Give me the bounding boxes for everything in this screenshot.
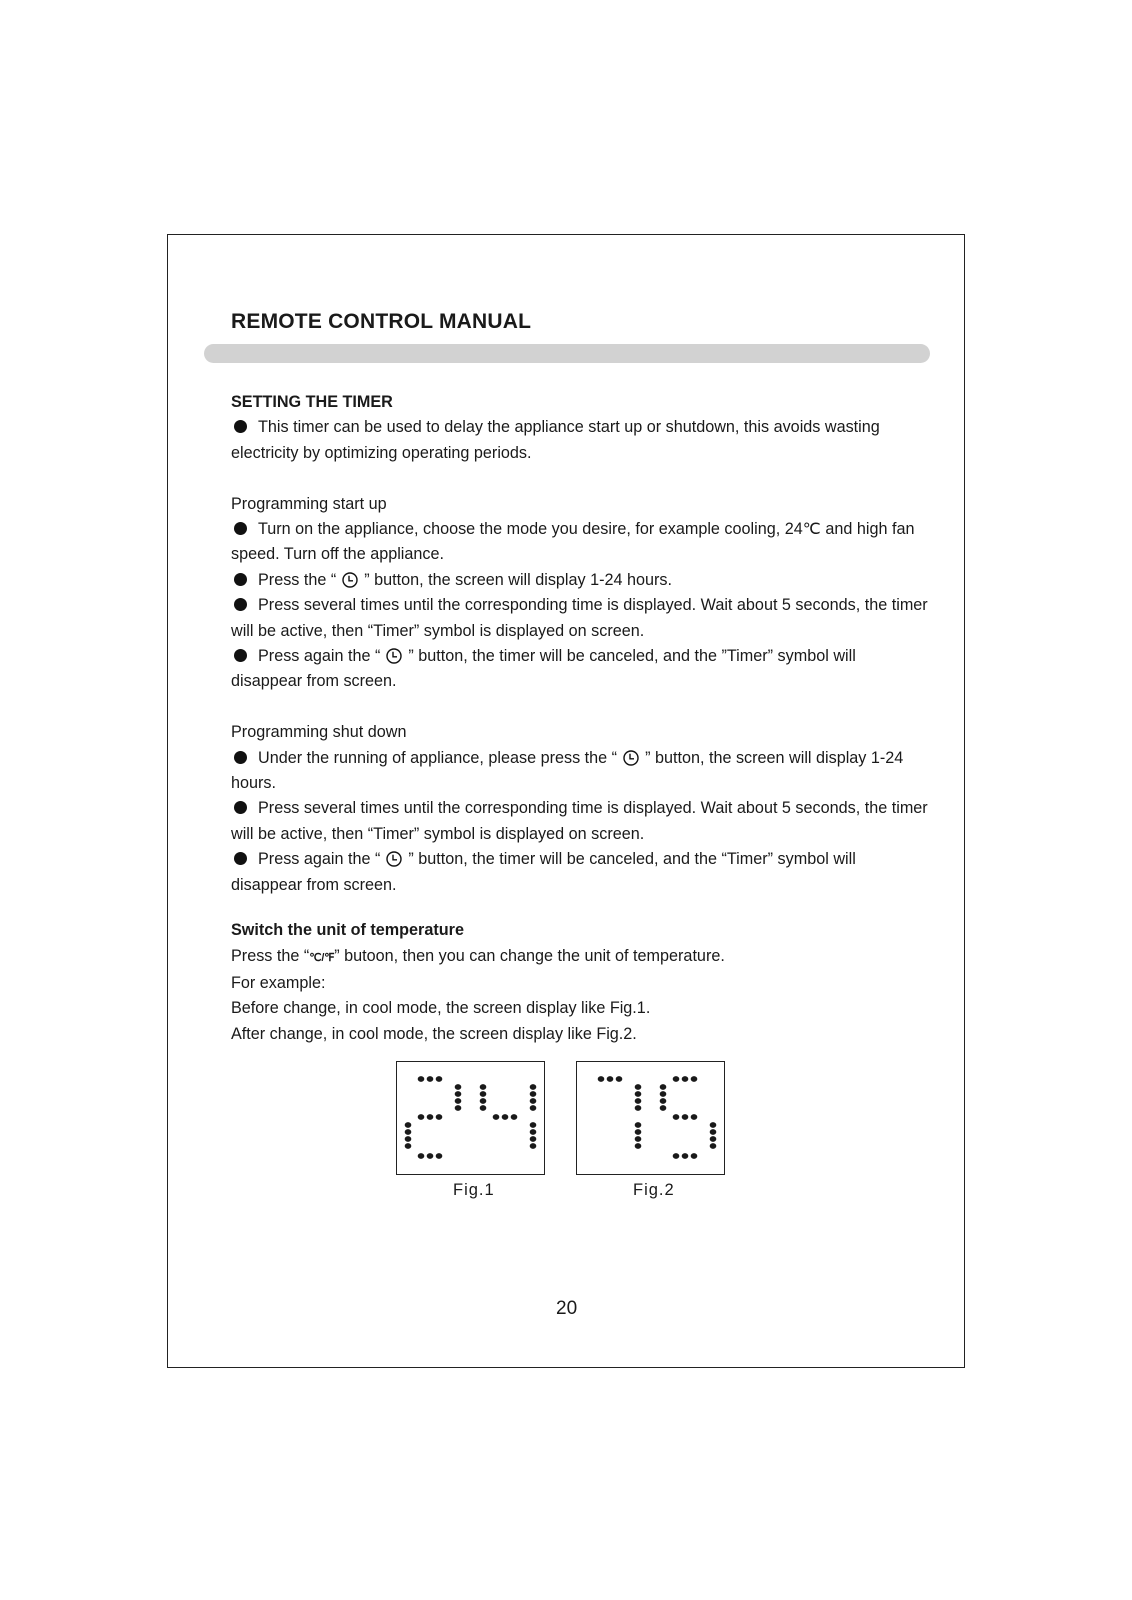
display-dot [635,1136,642,1142]
manual-content [231,390,931,1047]
display-dot [660,1084,667,1090]
display-dot [427,1153,434,1159]
startup-bullet-4: Press again the “ ” button, the timer will be canceled, and the ”Timer” symbol will disappear from screen. [231,647,856,691]
display-dot [493,1114,500,1120]
clock-icon [342,572,358,588]
display-dot [616,1076,623,1082]
unit-line-3: Before change, in cool mode, the screen display like Fig.1. [231,999,651,1018]
display-dot [455,1098,462,1104]
display-dot [530,1098,537,1104]
display-dot [710,1122,717,1128]
display-dot [427,1076,434,1082]
display-dot [691,1153,698,1159]
display-digits [577,1062,724,1174]
display-dot [511,1114,518,1120]
bullet-icon [234,420,247,433]
display-digits [397,1062,544,1174]
bullet-icon [234,751,247,764]
display-dot [455,1084,462,1090]
display-dot [480,1098,487,1104]
display-dot [530,1091,537,1097]
display-dot [635,1098,642,1104]
display-dot [635,1084,642,1090]
display-dot [502,1114,509,1120]
display-dot [710,1136,717,1142]
startup-bullet-3: Press several times until the corresponding time is displayed. Wait about 5 seconds, the timer will be active, then “Timer” symbol is displayed on screen. [231,596,928,640]
display-dot [660,1105,667,1111]
display-dot [635,1129,642,1135]
page-title: REMOTE CONTROL MANUAL [231,310,532,333]
bullet-icon [234,852,247,865]
celsius-fahrenheit-icon: ℃/℉ [309,951,335,964]
display-dot [682,1114,689,1120]
unit-line-1: Press the “℃/℉” butoon, then you can change the unit of temperature. [231,946,725,965]
bullet-icon [234,801,247,814]
shutdown-bullet-1: Under the running of appliance, please press the “ ” button, the screen will display 1-24 hours. [231,748,904,793]
shutdown-bullet-2: Press several times until the corresponding time is displayed. Wait about 5 seconds, the timer will be active, then “Timer” symbol is displayed on screen. [231,799,928,843]
section-heading-timer: SETTING THE TIMER [231,393,393,411]
display-dot [598,1076,605,1082]
bullet-icon [234,598,247,611]
display-dot [436,1076,443,1082]
display-dot [436,1153,443,1159]
clock-icon [623,750,639,766]
display-dot [710,1129,717,1135]
display-dot [635,1091,642,1097]
display-dot [607,1076,614,1082]
display-dot [673,1153,680,1159]
display-dot [635,1143,642,1149]
display-dot [418,1076,425,1082]
display-dot [436,1114,443,1120]
display-dot [673,1076,680,1082]
startup-bullet-2: Press the “ ” button, the screen will display 1-24 hours. [231,568,931,593]
unit-line-2: For example: [231,973,326,992]
display-dot [427,1114,434,1120]
display-dot [530,1084,537,1090]
bullet-icon [234,649,247,662]
display-dot [530,1143,537,1149]
display-dot [660,1098,667,1104]
display-dot [635,1122,642,1128]
display-dot [682,1076,689,1082]
display-dot [530,1122,537,1128]
display-dot [682,1153,689,1159]
page-number: 20 [556,1298,578,1319]
subheading-shutdown: Programming shut down [231,723,407,742]
subheading-startup: Programming start up [231,494,387,513]
display-dot [660,1091,667,1097]
figure-2-display [576,1061,725,1175]
shutdown-bullet-3: Press again the “ ” button, the timer will be canceled, and the “Timer” symbol will disappear from screen. [231,850,856,894]
display-dot [530,1105,537,1111]
unit-line-4: After change, in cool mode, the screen display like Fig.2. [231,1024,637,1043]
figure-1-display [396,1061,545,1175]
display-dot [405,1143,412,1149]
display-dot [530,1136,537,1142]
display-dot [480,1091,487,1097]
figure-2-caption: Fig.2 [633,1181,675,1199]
startup-bullet-1: Turn on the appliance, choose the mode you desire, for example cooling, 24℃ and high fan speed. Turn off the appliance. [231,520,915,564]
display-dot [405,1136,412,1142]
display-dot [480,1105,487,1111]
bullet-icon [234,573,247,586]
display-dot [455,1105,462,1111]
display-dot [405,1122,412,1128]
bullet-icon [234,522,247,535]
figure-1-caption: Fig.1 [453,1181,495,1199]
display-dot [455,1091,462,1097]
display-dot [530,1129,537,1135]
clock-icon [386,851,402,867]
display-dot [480,1084,487,1090]
display-dot [418,1114,425,1120]
timer-intro: This timer can be used to delay the appliance start up or shutdown, this avoids wasting electricity by optimizing operating periods. [231,418,880,462]
display-dot [635,1105,642,1111]
display-dot [418,1153,425,1159]
clock-icon [386,648,402,664]
display-dot [710,1143,717,1149]
display-dot [673,1114,680,1120]
section-heading-unit: Switch the unit of temperature [231,921,464,940]
display-dot [405,1129,412,1135]
display-dot [691,1114,698,1120]
title-divider-bar [204,344,930,363]
display-dot [691,1076,698,1082]
